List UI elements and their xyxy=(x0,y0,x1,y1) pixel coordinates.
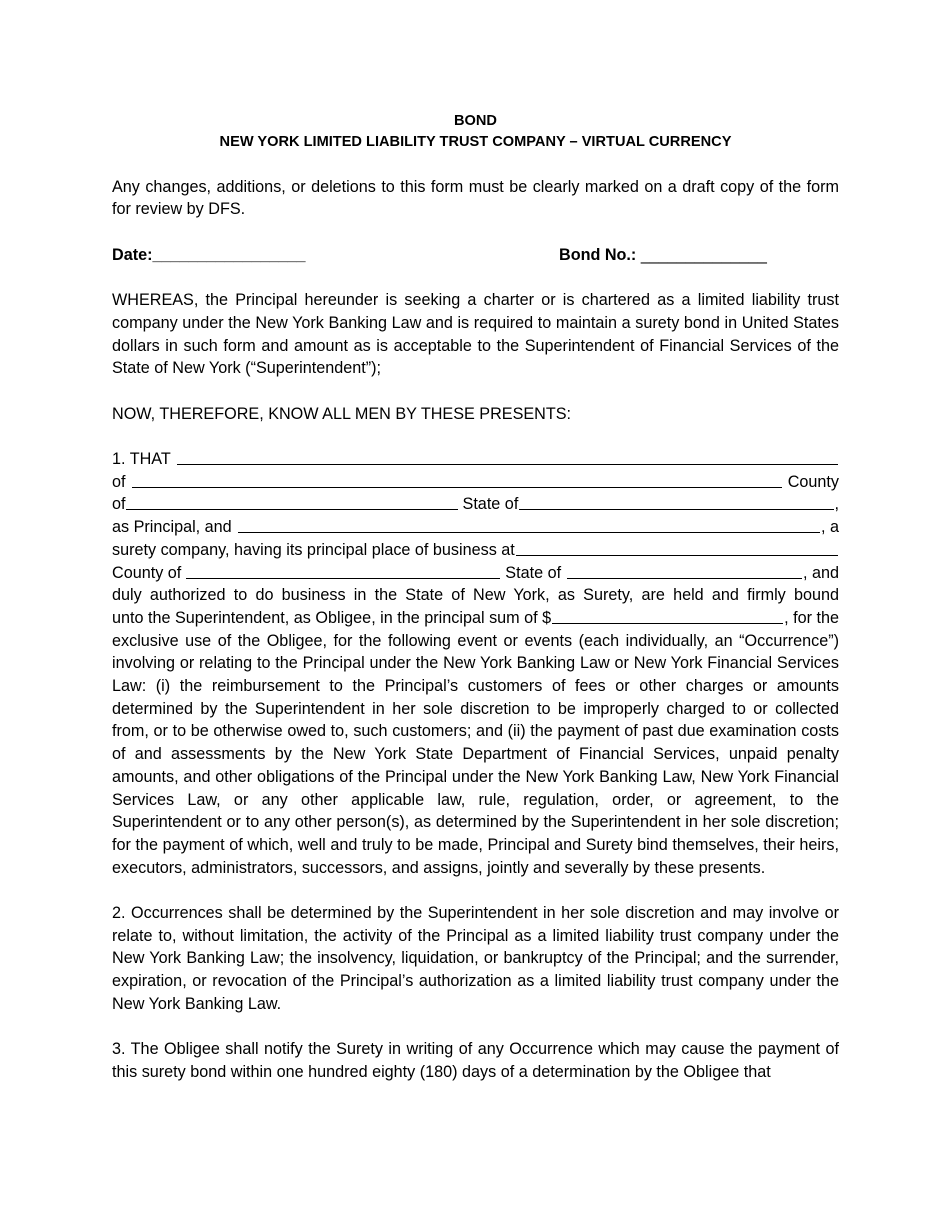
surety-county-blank[interactable] xyxy=(186,562,500,579)
form-notice: Any changes, additions, or deletions to this form must be clearly marked on a draft copy of the form for review by DFS. xyxy=(112,177,839,219)
date-label: Date: xyxy=(112,245,153,264)
surety-address-blank[interactable] xyxy=(516,539,838,556)
surety-name-blank[interactable] xyxy=(238,516,820,533)
comma-label: , xyxy=(834,495,839,514)
principal-sum-line[interactable] xyxy=(112,607,839,630)
and-label: , and xyxy=(802,563,839,582)
surety-name-line[interactable] xyxy=(112,516,839,539)
date-field[interactable] xyxy=(112,244,559,267)
date-blank: _________________ xyxy=(152,245,306,264)
of-label: of xyxy=(112,495,126,514)
bond-number-blank: ______________ xyxy=(640,245,767,264)
now-therefore-clause: NOW, THEREFORE, KNOW ALL MEN BY THESE PRESENTS: xyxy=(112,404,572,423)
principal-county-line[interactable] xyxy=(112,471,839,494)
section-1-body: exclusive use of the Obligee, for the following event or events (each individually, an “Occurrence”) involving or relating to the Principal under the New York Banking Law or New York Financial Services Law: (i) the reimbursement to the Principal’s customers of fees or other charges or amounts determined by the Superintendent in her sole discretion to be improperly charged to or collected from, or to be otherwise owed to, such customers; and (ii) the payment of past due examination costs of and assessments by the New York State Department of Financial Services, unpaid penalty amounts, and other obligations of the Principal under the New York Banking Law, New York Financial Services Law, or any other applicable law, rule, regulation, order, or agreement, to the Superintendent or to any other person(s), as determined by the Superintendent in her sole discretion; for the payment of which, well and truly to be made, Principal and Surety bind themselves, their heirs, executors, administrators, successors, and assigns, jointly and severally by these presents. xyxy=(112,631,839,877)
county-of-label: County of xyxy=(112,563,182,582)
principal-state-blank[interactable] xyxy=(519,493,833,510)
document-body xyxy=(112,111,839,1084)
a-label: , a xyxy=(821,518,839,537)
county-label: County xyxy=(787,472,839,491)
section-1-lead: 1. THAT xyxy=(112,450,171,469)
principal-state-line[interactable] xyxy=(112,493,839,516)
state-of-label: State of xyxy=(462,495,519,514)
bond-number-field[interactable] xyxy=(559,244,767,267)
principal-name-line[interactable] xyxy=(112,448,839,471)
surety-county-state-line[interactable] xyxy=(112,562,839,585)
bond-number-label: Bond No.: xyxy=(559,245,637,264)
document-title: BOND xyxy=(454,113,497,129)
principal-county-blank[interactable] xyxy=(126,493,458,510)
surety-address-label: surety company, having its principal place of business at xyxy=(112,540,515,559)
of-label: of xyxy=(112,472,126,491)
section-2: 2. Occurrences shall be determined by the Superintendent in her sole discretion and may involve or relate to, without limitation, the activity of the Principal as a limited liability trust company under the New York Banking Law; the insolvency, liquidation, or bankruptcy of the Principal; and the surrender, expiration, or revocation of the Principal’s authorization as a limited liability trust company under the New York Banking Law. xyxy=(112,904,839,1013)
state-of-label: State of xyxy=(505,563,562,582)
date-bond-row xyxy=(112,244,839,267)
principal-sum-blank[interactable] xyxy=(552,607,783,624)
principal-name-blank[interactable] xyxy=(177,448,838,465)
as-principal-label: as Principal, and xyxy=(112,518,232,537)
principal-sum-label: unto the Superintendent, as Obligee, in the principal sum of $ xyxy=(112,608,552,627)
surety-state-blank[interactable] xyxy=(567,562,802,579)
document-subtitle: NEW YORK LIMITED LIABILITY TRUST COMPANY – VIRTUAL CURRENCY xyxy=(219,134,732,150)
whereas-clause: WHEREAS, the Principal hereunder is seeking a charter or is chartered as a limited liability trust company under the New York Banking Law and is required to maintain a surety bond in United States dollars in such form and amount as is acceptable to the Superintendent of Financial Services of the State of New York (“Superintendent”); xyxy=(112,291,839,378)
surety-address-line[interactable] xyxy=(112,539,839,562)
section-1 xyxy=(112,448,839,879)
for-the-label: , for the xyxy=(784,608,839,627)
section-3: 3. The Obligee shall notify the Surety in writing of any Occurrence which may cause the payment of this surety bond within one hundred eighty (180) days of a determination by the Obligee that xyxy=(112,1040,839,1081)
surety-authorized-line: duly authorized to do business in the State of New York, as Surety, are held and firmly bound xyxy=(112,586,839,605)
principal-address-blank[interactable] xyxy=(132,471,782,488)
